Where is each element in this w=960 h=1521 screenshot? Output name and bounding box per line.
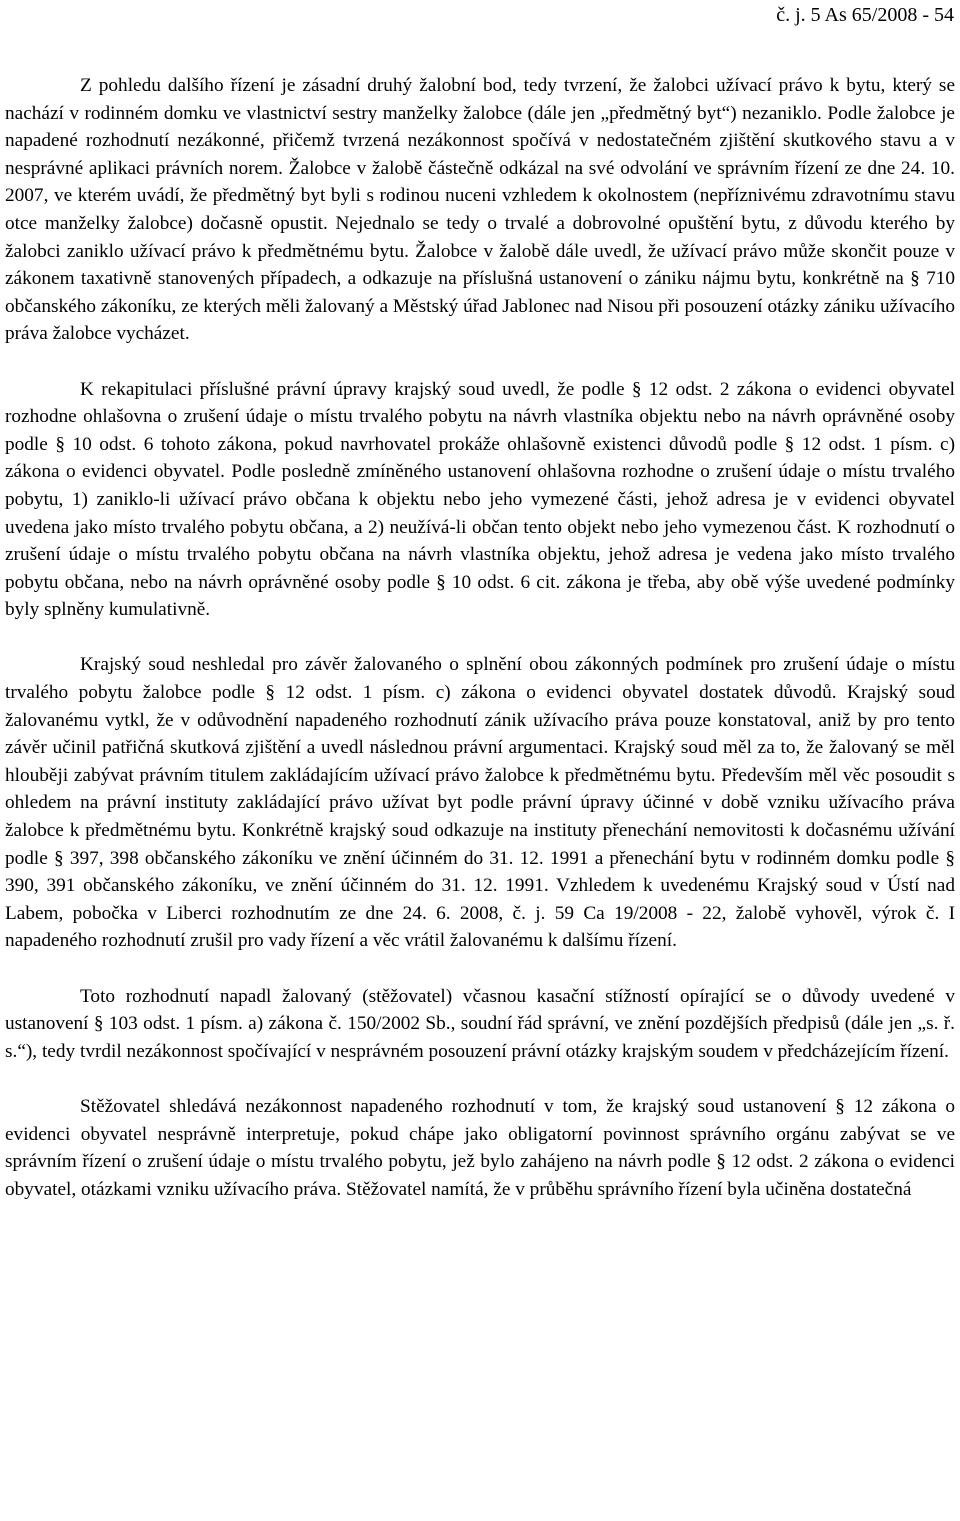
paragraph-cassation-complaint: Toto rozhodnutí napadl žalovaný (stěžovatel) včasnou kasační stížností opírající se o důvody uvedené v ustanovení § 103 odst. 1 písm. a) zákona č. 150/2002 Sb., soudní řád správní, ve znění pozdějších předpisů (dále jen „s. ř. s.“), tedy tvrdil nezákonnost spočívající v nesprávném posouzení právní otázky krajským soudem v předcházejícím řízení. xyxy=(5,985,955,1062)
paragraph-complainant-argument: Stěžovatel shledává nezákonnost napadeného rozhodnutí v tom, že krajský soud ustanovení § 12 zákona o evidenci obyvatel nesprávně interpretuje, pokud chápe jako obligatorní povinnost správního orgánu zabývat se ve správním řízení o zrušení údaje o místu trvalého pobytu, jež bylo zahájeno na návrh podle § 12 odst. 2 zákona o evidenci obyvatel, otázkami vzniku užívacího práva. Stěžovatel namítá, že v průběhu správního řízení byla učiněna dostatečná xyxy=(5,1095,955,1200)
paragraph-legal-recap: K rekapitulaci příslušné právní úpravy krajský soud uvedl, že podle § 12 odst. 2 zákona o evidenci obyvatel rozhodne ohlašovna o zrušení údaje o místu trvalého pobytu na návrh vlastníka objektu nebo na návrh oprávněné osoby podle § 10 odst. 6 tohoto zákona, pokud navrhovatel prokáže ohlašovně existenci důvodů podle § 12 odst. 1 písm. c) zákona o evidenci obyvatel. Podle posledně zmíněného ustanovení ohlašovna rozhodne o zrušení údaje o místu trvalého pobytu, 1) zaniklo-li užívací právo občana k objektu nebo jeho vymezené části, jehož adresa je v evidenci obyvatel uvedena jako místo trvalého pobytu občana, a 2) neužívá-li občan tento objekt nebo jeho vymezenou část. K rozhodnutí o zrušení údaje o místu trvalého pobytu občana na návrh vlastníka objektu, jehož adresa je vedena jako místo trvalého pobytu občana, nebo na návrh oprávněné osoby podle § 10 odst. 6 cit. zákona je třeba, aby obě výše uvedené podmínky byly splněny kumulativně. xyxy=(5,378,955,621)
document-body xyxy=(5,72,955,1203)
case-reference-number: č. j. 5 As 65/2008 - 54 xyxy=(776,4,954,26)
paragraph-second-claim: Z pohledu dalšího řízení je zásadní druhý žalobní bod, tedy tvrzení, že žalobci užívací právo k bytu, který se nachází v rodinném domku ve vlastnictví sestry manželky žalobce (dále jen „předmětný byt“) nezaniklo. Podle žalobce je napadené rozhodnutí nezákonné, přičemž tvrzená nezákonnost spočívá v nedostatečném zjištění skutkového stavu a v nesprávné aplikaci právních norem. Žalobce v žalobě částečně odkázal na své odvolání ve správním řízení ze dne 24. 10. 2007, ve kterém uvádí, že předmětný byt byli s rodinou nuceni vzhledem k okolnostem (nepříznivému zdravotnímu stavu otce manželky žalobce) dočasně opustit. Nejednalo se tedy o trvalé a dobrovolné opuštění bytu, z důvodu kterého by žalobci zaniklo užívací právo k předmětnému bytu. Žalobce v žalobě dále uvedl, že užívací právo může skončit pouze v zákonem taxativně stanovených případech, a odkazuje na příslušná ustanovení o zániku nájmu bytu, konkrétně na § 710 občanského zákoníku, ze kterých měli žalovaný a Městský úřad Jablonec nad Nisou při posouzení otázky zániku užívacího práva žalobce vycházet. xyxy=(5,75,955,345)
paragraph-court-findings: Krajský soud neshledal pro závěr žalovaného o splnění obou zákonných podmínek pro zrušení údaje o místu trvalého pobytu žalobce podle § 12 odst. 1 písm. c) zákona o evidenci obyvatel dostatek důvodů. Krajský soud žalovanému vytkl, že v odůvodnění napadeného rozhodnutí zánik užívacího práva pouze konstatoval, aniž by pro tento závěr učinil patřičná skutková zjištění a uvedl následnou právní argumentaci. Krajský soud měl za to, že žalovaný se měl hlouběji zabývat právním titulem zakládajícím užívací právo žalobce k předmětnému bytu. Především měl věc posoudit s ohledem na právní instituty zakládající právo užívat byt podle právní úpravy účinné v době vzniku užívacího práva žalobce k předmětnému bytu. Konkrétně krajský soud odkazuje na instituty přenechání nemovitosti k dočasnému užívání podle § 397, 398 občanského zákoníku ve znění účinném do 31. 12. 1991 a přenechání bytu v rodinném domku podle § 390, 391 občanského zákoníku, ve znění účinném do 31. 12. 1991. Vzhledem k uvedenému Krajský soud v Ústí nad Labem, pobočka v Liberci rozhodnutím ze dne 24. 6. 2008, č. j. 59 Ca 19/2008 - 22, žalobě vyhověl, výrok č. I napadeného rozhodnutí zrušil pro vady řízení a věc vrátil žalovanému k dalšímu řízení. xyxy=(5,654,955,952)
